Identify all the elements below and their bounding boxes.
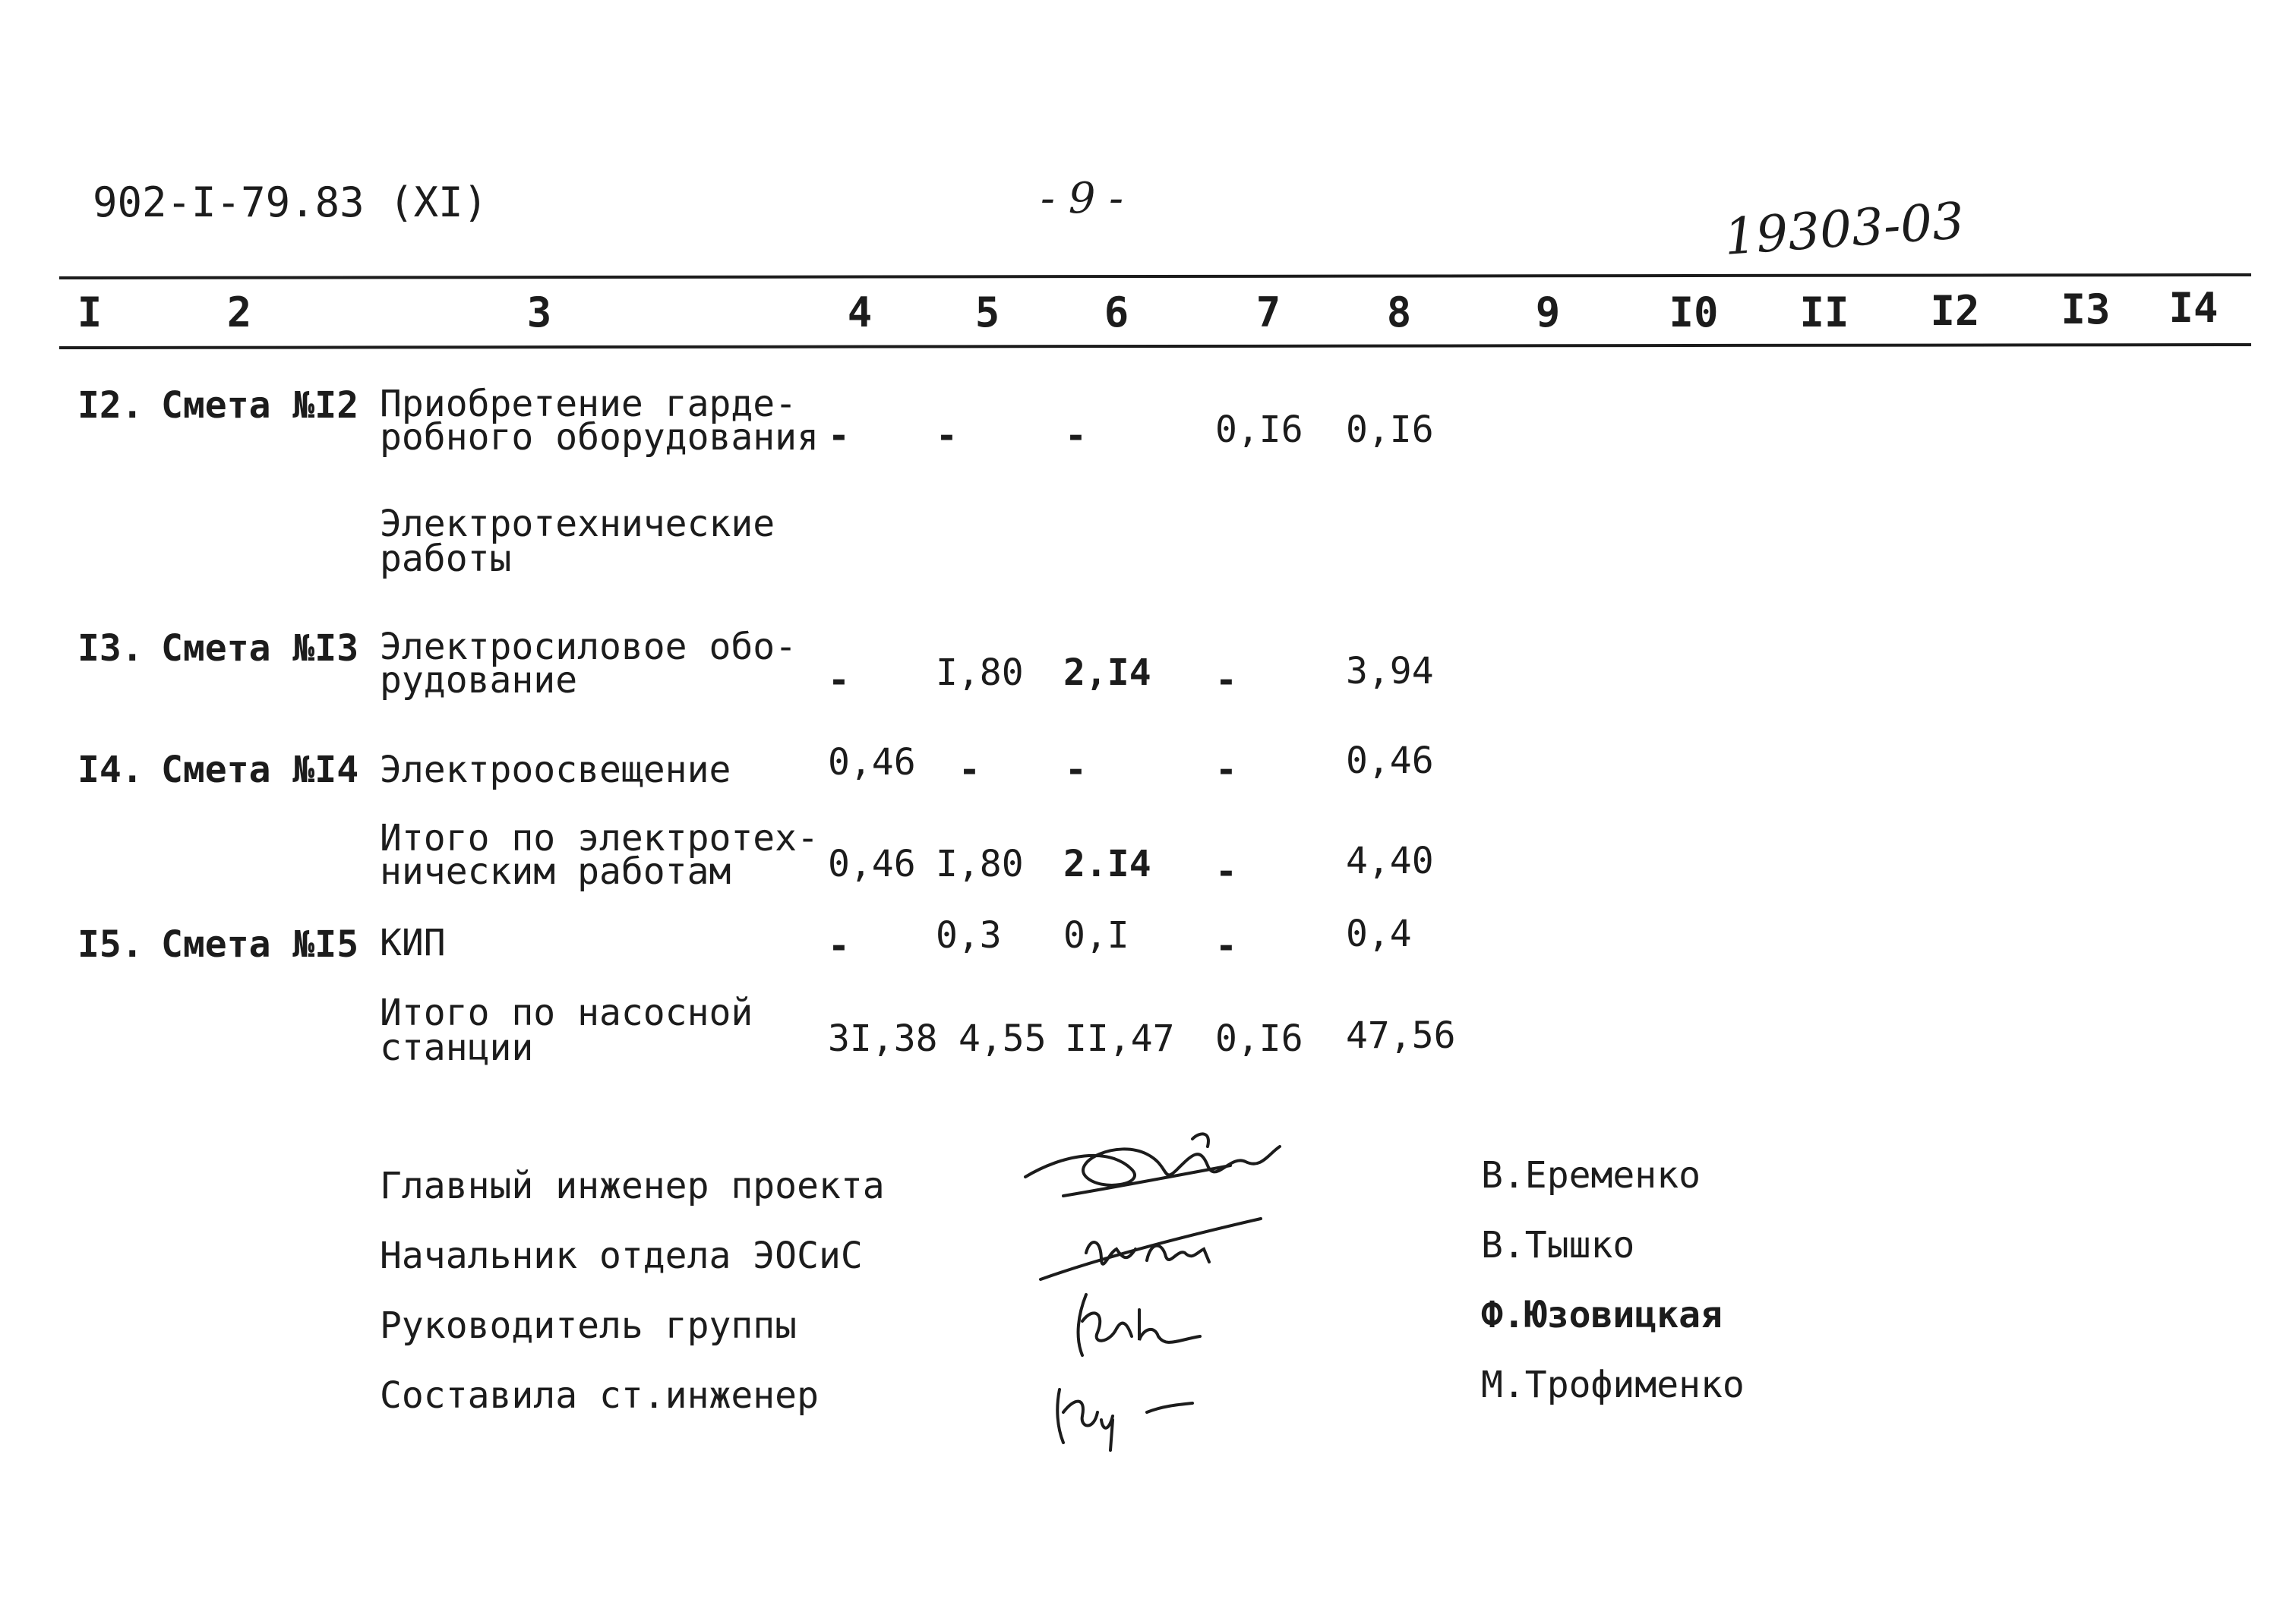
signatory-role: Начальник отдела ЭОСиС bbox=[380, 1235, 863, 1277]
cell-col8: 0,I6 bbox=[1346, 408, 1434, 451]
column-header: 5 bbox=[974, 289, 1000, 336]
page-number: - 9 - bbox=[1041, 174, 1124, 223]
column-header: 9 bbox=[1535, 289, 1561, 336]
signatory-name: В.Тышко bbox=[1481, 1224, 1635, 1266]
cell-col7: 0,I6 bbox=[1215, 1017, 1303, 1060]
row-description: станции bbox=[380, 1027, 534, 1069]
cell-col7: - bbox=[1215, 659, 1237, 702]
cell-col7: - bbox=[1215, 850, 1237, 893]
row-number: I2. bbox=[77, 384, 144, 427]
inventory-number: 19303-03 bbox=[1722, 191, 1966, 267]
column-header: 4 bbox=[847, 289, 873, 336]
cell-col8: 47,56 bbox=[1346, 1014, 1456, 1057]
column-header: I3 bbox=[2061, 285, 2111, 333]
cell-col6: - bbox=[1065, 749, 1087, 791]
cell-col7: - bbox=[1215, 749, 1237, 791]
cell-col4: 0,46 bbox=[828, 843, 916, 885]
column-header: I bbox=[77, 289, 103, 336]
signatory-role: Главный инженер проекта bbox=[380, 1165, 885, 1207]
cell-col8: 3,94 bbox=[1346, 650, 1434, 692]
column-header: I2 bbox=[1930, 287, 1980, 335]
estimate-label: Смета №I2 bbox=[161, 384, 359, 427]
estimate-label: Смета №I5 bbox=[161, 923, 359, 966]
column-header: 6 bbox=[1104, 289, 1129, 336]
cell-col8: 4,40 bbox=[1346, 840, 1434, 882]
cell-col6: 2,I4 bbox=[1063, 651, 1151, 694]
cell-col7: - bbox=[1215, 925, 1237, 967]
cell-col4: - bbox=[828, 925, 850, 967]
handwritten-signature bbox=[1018, 1124, 1306, 1215]
cell-col6: 2.I4 bbox=[1063, 843, 1151, 885]
estimate-label: Смета №I3 bbox=[161, 627, 359, 670]
cell-col7: 0,I6 bbox=[1215, 408, 1303, 451]
table-header-rule bbox=[59, 343, 2251, 349]
row-description: ническим работам bbox=[380, 850, 731, 893]
signatory-role: Руководитель группы bbox=[380, 1304, 797, 1347]
cell-col5: I,80 bbox=[936, 843, 1024, 885]
signatory-name: М.Трофименко bbox=[1481, 1364, 1745, 1406]
cell-col4: - bbox=[828, 659, 850, 702]
row-number: I3. bbox=[77, 627, 144, 670]
column-header: I4 bbox=[2168, 284, 2219, 332]
handwritten-signature bbox=[1041, 1367, 1208, 1458]
signatory-name: В.Еременко bbox=[1481, 1154, 1701, 1197]
handwritten-signature bbox=[1033, 1207, 1276, 1291]
row-description: Электротехнические bbox=[380, 503, 775, 545]
column-header: I0 bbox=[1669, 289, 1719, 336]
cell-col4: - bbox=[828, 415, 850, 457]
cell-col6: 0,I bbox=[1063, 914, 1129, 957]
cell-col6: II,47 bbox=[1065, 1017, 1175, 1060]
column-header: II bbox=[1799, 289, 1849, 336]
row-description: Итого по насосной bbox=[380, 992, 753, 1034]
row-number: I4. bbox=[77, 749, 144, 791]
row-description: Электросиловое обо- bbox=[380, 626, 797, 668]
cell-col8: 0,4 bbox=[1346, 913, 1412, 955]
row-description: КИП bbox=[380, 922, 446, 964]
table-top-rule bbox=[59, 273, 2251, 279]
row-description: Приобретение гарде- bbox=[380, 383, 797, 425]
row-description: работы bbox=[380, 538, 512, 580]
row-description: Электроосвещение bbox=[380, 749, 731, 791]
document-code: 902-I-79.83 (XI) bbox=[93, 178, 488, 226]
cell-col5: I,80 bbox=[936, 651, 1024, 694]
row-description: Итого по электротех- bbox=[380, 817, 819, 860]
cell-col5: 4,55 bbox=[959, 1017, 1047, 1060]
cell-col4: 3I,38 bbox=[828, 1017, 938, 1060]
column-header: 8 bbox=[1386, 289, 1412, 336]
column-header: 2 bbox=[226, 289, 252, 336]
cell-col5: - bbox=[959, 749, 981, 791]
cell-col5: - bbox=[936, 415, 958, 457]
column-header: 3 bbox=[526, 289, 552, 336]
row-description: рудование bbox=[380, 659, 578, 702]
signatory-role: Составила ст.инженер bbox=[380, 1374, 819, 1417]
row-description: робного оборудования bbox=[380, 416, 819, 459]
column-header: 7 bbox=[1255, 289, 1281, 336]
cell-col6: - bbox=[1065, 415, 1087, 457]
cell-col4: 0,46 bbox=[828, 741, 916, 784]
estimate-label: Смета №I4 bbox=[161, 749, 359, 791]
cell-col8: 0,46 bbox=[1346, 740, 1434, 782]
handwritten-signature bbox=[1063, 1283, 1230, 1367]
signatory-name: Ф.Юзовицкая bbox=[1481, 1294, 1723, 1336]
cell-col5: 0,3 bbox=[936, 914, 1002, 957]
row-number: I5. bbox=[77, 923, 144, 966]
